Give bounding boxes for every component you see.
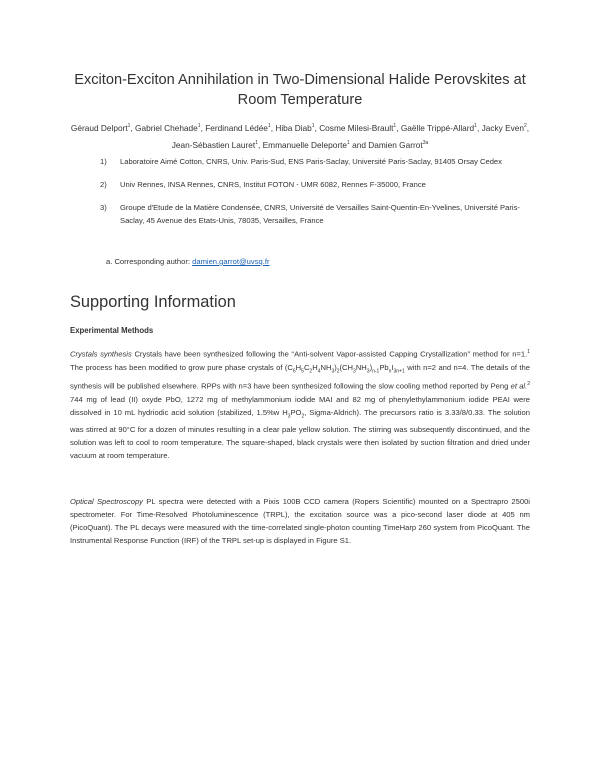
author-affiliation-mark: 1 [311, 123, 315, 129]
author-name: Ferdinand Lédée [205, 122, 268, 133]
affiliation-list [100, 155, 540, 237]
subscript: 2 [301, 413, 305, 420]
paper-title [60, 70, 540, 110]
author-name: Cosme Milesi-Brault [319, 122, 394, 133]
subscript: 3 [287, 413, 291, 420]
text-run: C [303, 362, 310, 372]
author-affiliation-mark: 1 [347, 139, 350, 146]
paragraph-body: PL spectra were detected with a Pixis 100B CCD camera (Ropers Scientific) mounted on a Spectrapro 2500i spectrometer. For Time-Resolved Photoluminescence (TRPL), the excitation source was a pico-second laser diode at 405 nm (PicoQuant). The PL decays were measured with the time-correlated single-photon counting TimeHarp 260 system from PicoQuant. The Instrumental Response Function (IRF) of the TRPL set-up is displayed in Figure S1. [70, 497, 530, 545]
paragraph-crystal-synthesis [70, 346, 530, 462]
author-name: Gabriel Chehade [135, 122, 198, 133]
subscript: 2 [309, 368, 313, 375]
text-run: , Sigma-Aldrich). The precursors ratio is 3.33/8/0.33. The solution was stirred at 90°C for a dozen of minutes resulting in a clear pale yellow solution. The stirring was subsequently discontinued, and the solution was left to cool to room temperature. The square-shaped, black crystals were then isolated by suction filtration and dried under vacuum at room temperature. [70, 407, 530, 461]
corresponding-author [106, 257, 269, 266]
subscript: 6 [292, 368, 296, 375]
author-name: Géraud Delport [70, 122, 128, 133]
affiliation-text: Groupe d'Etude de la Matière Condensée, CNRS, Université de Versailles Saint-Quentin-En-Yvelines, Université Paris-Saclay, 45 Avenue des Etats-Unis, 78035, Versailles, France [120, 203, 520, 225]
subscript: n-1 [372, 368, 380, 375]
author-separator: , [258, 139, 263, 150]
author-name: Jacky Even [481, 122, 524, 133]
affiliation-text: Univ Rennes, INSA Rennes, CNRS, Institut FOTON - UMR 6082, Rennes F-35000, France [120, 180, 426, 189]
author-name: Damien Garrot [368, 139, 423, 150]
paragraph-lead: Crystals synthesis [70, 349, 132, 359]
text-run: ) [369, 362, 373, 372]
citation-ref: 1 [527, 349, 530, 355]
subscript: 3 [331, 368, 335, 375]
author-affiliation-mark: 1 [197, 123, 201, 129]
paragraph-lead: Optical Spectroscopy [70, 497, 143, 506]
subsection-heading: Experimental Methods [70, 326, 154, 335]
author-name: Gaëlle Trippé-Allard [400, 122, 475, 133]
subscript: 3n+1 [393, 368, 405, 375]
corresponding-label: a. Corresponding author: [106, 257, 193, 266]
text-run: H [295, 362, 302, 372]
author-affiliation-mark: 3a [422, 139, 429, 146]
author-separator: , [314, 122, 320, 133]
affiliation-1 [100, 155, 540, 168]
text-run: 744 mg of lead (II) oxyde PbO, 1272 mg of methylammonium iodide MAI and 82 mg of phenylethylammonium iodide PEAI were dissolved in 10 mL hydriodic acid solution (stabilized, 1.5%w H [70, 394, 530, 417]
paragraph-optical-spectroscopy [70, 495, 530, 547]
author-separator: , [476, 122, 482, 133]
text-run: The process has been modified to grow pure phase crystals of (C [70, 362, 293, 372]
affiliation-2 [100, 178, 540, 191]
author-affiliation-mark: 2 [524, 123, 527, 129]
affiliation-number: 1) [100, 157, 107, 166]
text-run: NH [355, 362, 367, 372]
subscript: 3 [353, 368, 356, 375]
text-run: Pb [379, 362, 389, 372]
text-run: PO [290, 407, 302, 417]
author-separator: , [270, 122, 276, 133]
author-separator: and [349, 139, 369, 150]
text-run: NH [320, 362, 332, 372]
text-run: (CH [339, 362, 354, 372]
author-name: Hiba Diab [275, 122, 312, 133]
subscript: 5 [301, 368, 304, 375]
section-heading: Supporting Information [70, 293, 236, 311]
subscript: 4 [317, 368, 321, 375]
author-name: Jean-Sébastien Lauret [171, 139, 256, 150]
author-separator: , [526, 122, 530, 133]
title-line-1: Exciton-Exciton Annihilation in Two-Dimensional Halide Perovskites at [74, 72, 526, 88]
subscript: 3 [366, 368, 370, 375]
subscript: n [388, 368, 392, 375]
citation-ref: 2 [527, 381, 530, 388]
author-separator: , [130, 122, 136, 133]
author-affiliation-mark: 1 [474, 123, 477, 129]
author-list [60, 119, 540, 153]
text-run: I [391, 362, 394, 372]
author-affiliation-mark: 1 [255, 139, 258, 146]
affiliation-text: Laboratoire Aimé Cotton, CNRS, Univ. Paris-Sud, ENS Paris-Saclay, Université Paris-Saclay, 91405 Orsay Cedex [120, 157, 502, 166]
author-separator: , [200, 122, 206, 133]
author-affiliation-mark: 1 [267, 123, 271, 129]
author-separator: , [396, 122, 401, 133]
author-affiliation-mark: 1 [393, 123, 397, 129]
text-run: ) [334, 362, 337, 372]
text-run: H [312, 362, 318, 372]
corresponding-email-link[interactable]: damien.garrot@uvsq.fr [192, 257, 270, 266]
text-run: with n=2 and n=4. The details of the synthesis will be published elsewhere. RPPs with n=3 have been synthesized following the slow cooling method reported by Peng [70, 362, 530, 391]
affiliation-number: 2) [100, 180, 107, 189]
text-run: Crystals have been synthesized following the “Anti-solvent Vapor-assisted Capping Crystallization” method for n=1. [131, 349, 528, 359]
affiliation-number: 3) [100, 203, 107, 212]
author-affiliation-mark: 1 [127, 123, 131, 129]
text-run-italic: et al. [510, 381, 528, 391]
title-line-2: Room Temperature [237, 92, 363, 108]
affiliation-3 [100, 201, 540, 227]
subscript: 2 [336, 368, 340, 375]
author-name: Emmanuelle Deleporte [262, 139, 348, 150]
